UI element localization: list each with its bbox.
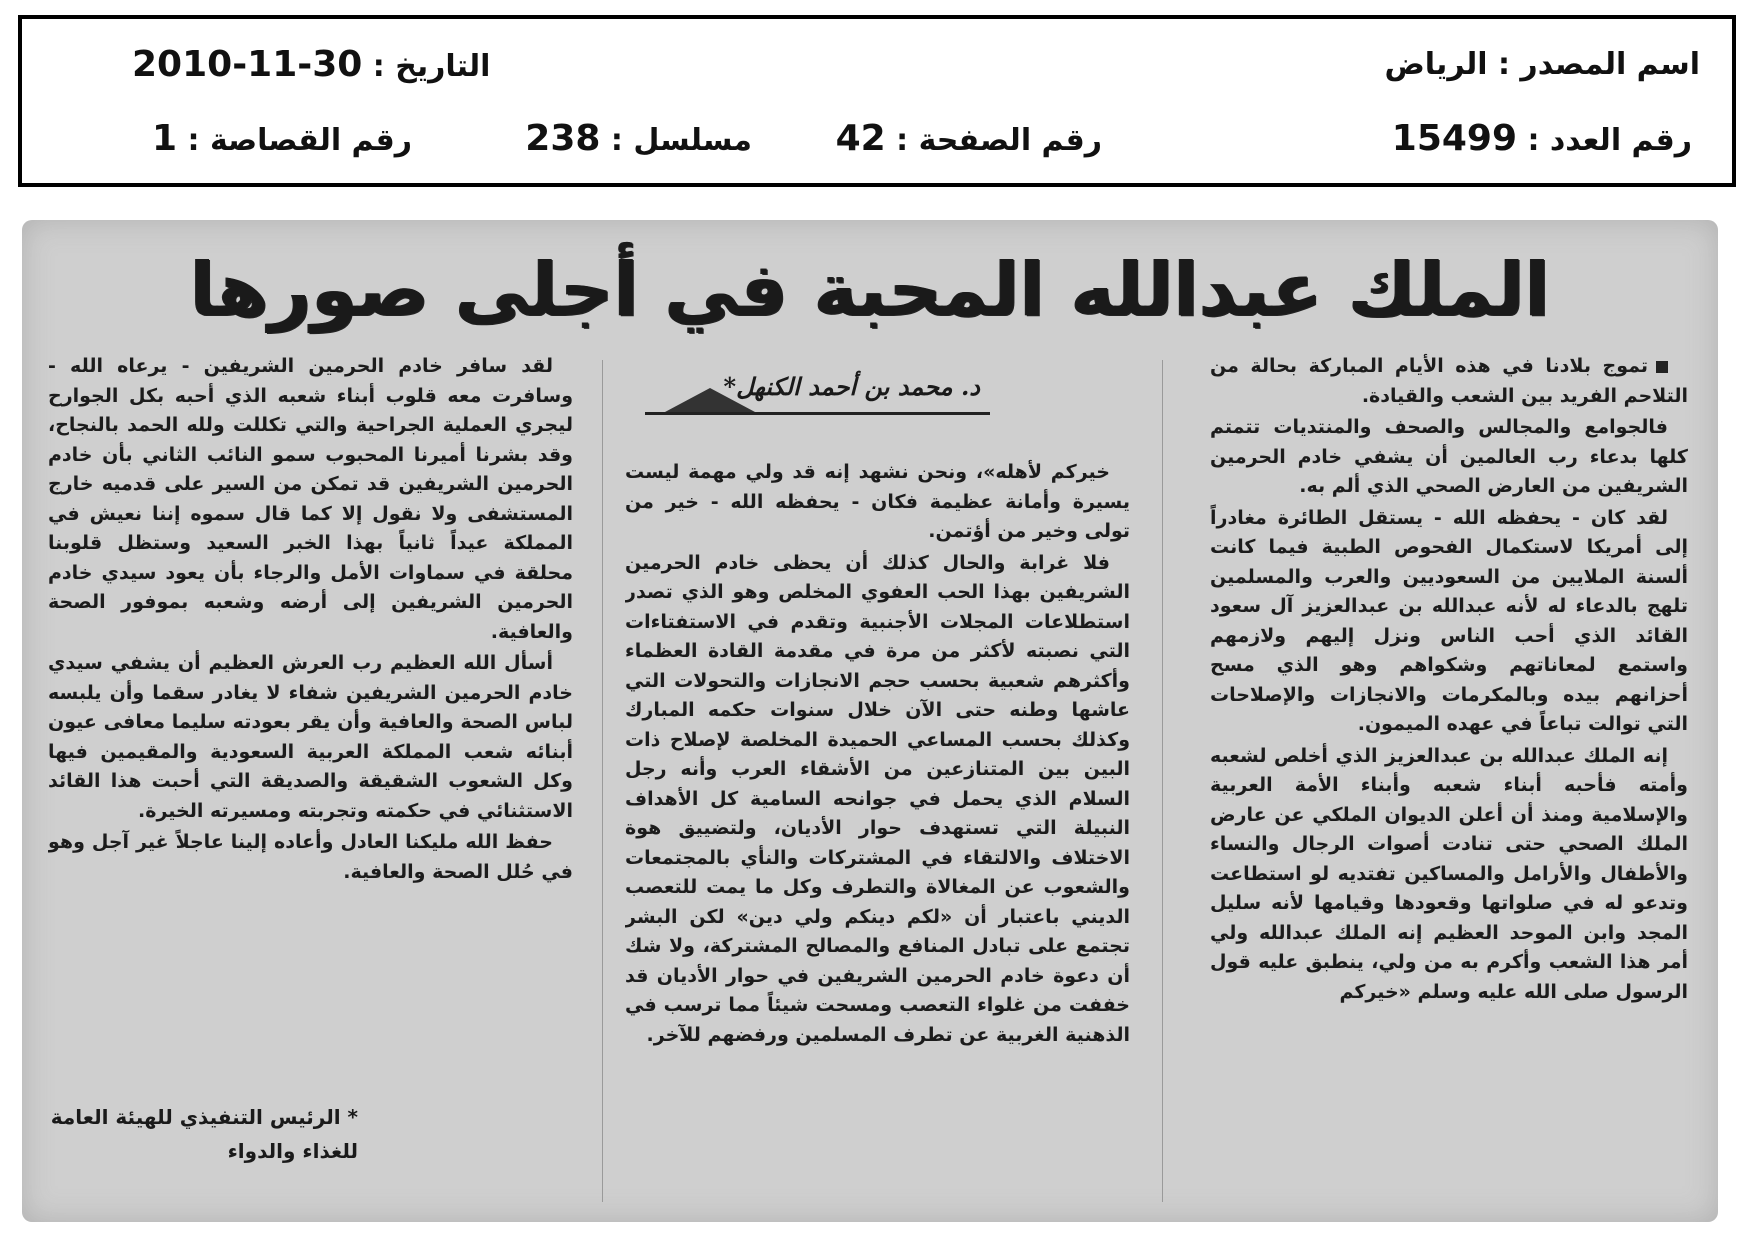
newspaper-clipping bbox=[22, 220, 1718, 1222]
paragraph: تموج بلادنا في هذه الأيام المباركة بحالة من التلاحم الفريد بين الشعب والقيادة. bbox=[1210, 355, 1688, 407]
source-name bbox=[1384, 45, 1700, 85]
clip-value: 1 bbox=[152, 118, 178, 159]
serial-value: 238 bbox=[525, 118, 601, 159]
author-footnote: * الرئيس التنفيذي للهيئة العامة للغذاء والدواء bbox=[50, 1105, 358, 1163]
page-number-field bbox=[836, 119, 1102, 161]
byline-rule bbox=[645, 412, 990, 415]
byline-ornament bbox=[665, 388, 755, 412]
clip-label: رقم القصاصة : bbox=[177, 123, 412, 158]
source-label: اسم المصدر : الرياض bbox=[1384, 47, 1700, 82]
article-column-left bbox=[48, 352, 573, 1072]
paragraph: حفظ الله مليكنا العادل وأعاده إلينا عاجلاً غير آجل وهو في حُلل الصحة والعافية. bbox=[48, 831, 573, 883]
date-field bbox=[132, 45, 490, 87]
issue-label: رقم العدد : bbox=[1517, 123, 1692, 158]
paragraph: خيركم لأهله»، ونحن نشهد إنه قد ولي مهمة ليست يسيرة وأمانة عظيمة فكان - يحفظه الله - خير من تولى وخير من أؤتمن. bbox=[625, 461, 1130, 542]
paragraph: فلا غرابة والحال كذلك أن يحظى خادم الحرمين الشريفين بهذا الحب العفوي المخلص وهو الذي تصدر استطلاعات المجلات الأجنبية وتقدم في الاستفتاءات التي نصبته لأكثر من مرة في مقدمة القادة العظماء وأكثرهم شعبية بحسب حجم الانجازات والتحولات التي عاشها وطنه حتى الآن خلال سنوات حكمه المبارك وكذلك بحسب المساعي الحميدة المخلصة لإصلاح ذات البين بين المتنازعين من الأشقاء العرب وأنه رجل السلام الذي يحمل في جوانحه السامية كل الأهداف النبيلة التي تستهدف حوار الأديان، ولتضييق هوة الاختلاف والالتقاء في المشتركات والنأي بالمجتمعات والشعوب عن المغالاة والتطرف وكل ما يمت للتعصب الديني باعتبار أن «لكم دينكم ولي دين» لكن البشر تجتمع على تبادل المنافع والمصالح المشتركة، ولا شك أن دعوة خادم الحرمين الشريفين في حوار الأديان قد خففت من غلواء التعصب ومسحت شيئاً مما ترسب في الذهنية الغربية عن تطرف المسلمين ورفضهم للآخر. bbox=[625, 551, 1130, 1046]
paragraph: إنه الملك عبدالله بن عبدالعزيز الذي أخلص لشعبه وأمته فأحبه أبناء شعبه وأبناء الأمة العربية والإسلامية ومنذ أن أعلن الديوان الملكي عن عارض الملك الصحي حتى تنادت أصوات الرجال والنساء والأطفال والأرامل والمساكين تفتديه لو استطاعت وتدعو له في صلواتها وقعودها وقيامها لأنه سليل المجد وابن الموحد العظيم إنه الملك عبدالله ولي أمر هذا الشعب وأكرم به من ولي، ينطبق عليه قول الرسول صلى الله عليه وسلم «خيركم bbox=[1210, 744, 1688, 1003]
page-label: رقم الصفحة : bbox=[885, 123, 1102, 158]
column-divider bbox=[1162, 360, 1163, 1202]
article-column-right bbox=[1210, 352, 1688, 1212]
paragraph: لقد سافر خادم الحرمين الشريفين - يرعاه الله - وسافرت معه قلوب أبناء شعبه الذي أحبه بكل الجوارح ليجري العملية الجراحية والتي تكللت ولله الحمد بالنجاح، وقد بشرنا أميرنا المحبوب سمو النائب الثاني بأن خادم الحرمين الشريفين قد تمكن من السير على قدميه خارج المستشفى ولا نقول إلا كما قال سموه إننا نعيش في المملكة عيداً ثانياً بهذا الخبر السعيد وستظل قلوبنا محلقة في سماوات الأمل والرجاء بأن يعود سيدي خادم الحرمين الشريفين إلى أرضه وشعبه بموفور الصحة والعافية. bbox=[48, 355, 573, 643]
serial-field bbox=[525, 119, 752, 161]
issue-number-field bbox=[1392, 119, 1692, 161]
square-bullet-icon bbox=[1656, 361, 1668, 373]
paragraph: أسأل الله العظيم رب العرش العظيم أن يشفي سيدي خادم الحرمين الشريفين شفاء لا يغادر سقما وأن يلبسه لباس الصحة والعافية وأن يقر بعودته سليما معافى عيون أبنائه شعب المملكة العربية السعودية والمقيمين فيها وكل الشعوب الشقيقة والصديقة التي أحبت هذا القائد الاستثنائي في حكمته وتجربته ومسيرته الخيرة. bbox=[48, 652, 573, 822]
date-value: 30-11-2010 bbox=[132, 44, 363, 85]
page-value: 42 bbox=[835, 118, 886, 159]
date-label: التاريخ : bbox=[362, 49, 491, 84]
article-column-middle bbox=[625, 458, 1130, 1212]
article-headline: الملك عبدالله المحبة في أجلى صورها bbox=[189, 247, 1551, 333]
column-divider bbox=[602, 360, 603, 1202]
issue-value: 15499 bbox=[1391, 118, 1518, 159]
byline-block bbox=[625, 360, 1130, 440]
metadata-box bbox=[18, 15, 1736, 187]
article-byline: د. محمد بن أحمد الكنهل* bbox=[723, 372, 980, 401]
serial-label: مسلسل : bbox=[600, 123, 752, 158]
paragraph: فالجوامع والمجالس والصحف والمنتديات تتمتم كلها بدعاء رب العالمين أن يشفي خادم الحرمين الشريفين من العارض الصحي الذي ألم به. bbox=[1210, 416, 1688, 497]
clipping-number-field bbox=[152, 119, 412, 161]
paragraph: لقد كان - يحفظه الله - يستقل الطائرة مغادراً إلى أمريكا لاستكمال الفحوص الطبية فيما كانت ألسنة الملايين من السعوديين والعرب والمسلمين تلهج بالدعاء له لأنه عبدالله بن عبدالعزيز آل سعود القائد الذي أحب الناس ونزل إليهم ولازمهم واستمع لمعاناتهم وشكواهم وهو الذي مسح أحزانهم بيده وبالمكرمات والانجازات والإصلاحات التي توالت تباعاً في عهده الميمون. bbox=[1210, 506, 1688, 735]
